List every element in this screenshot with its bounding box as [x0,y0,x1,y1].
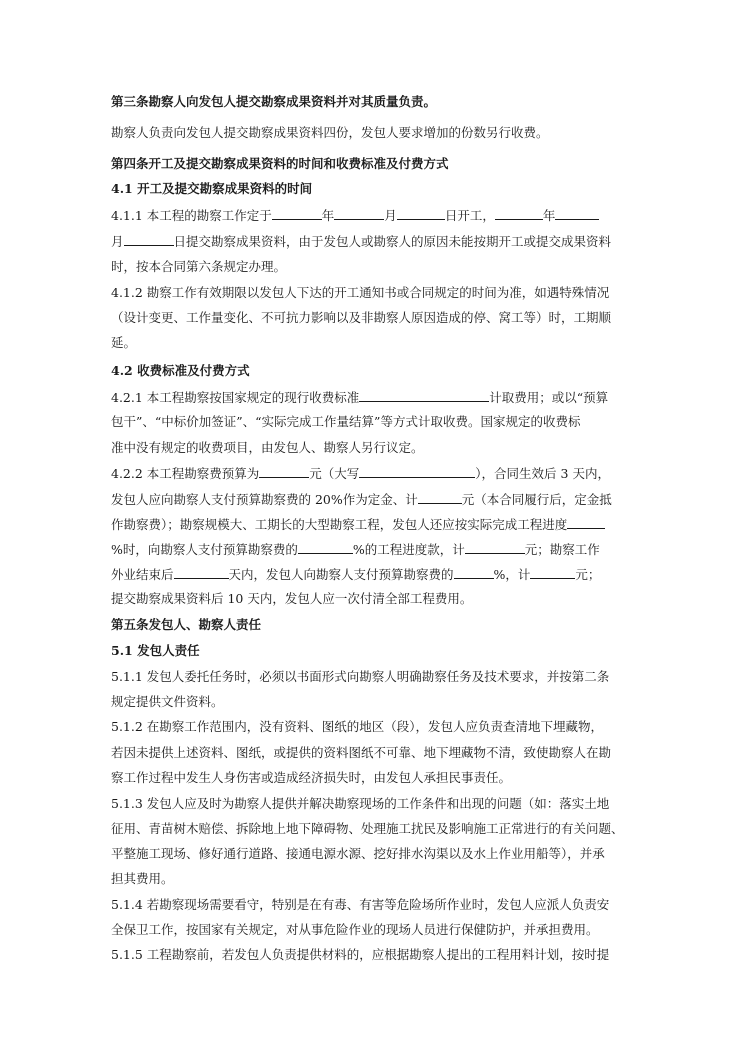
text: 日开工， [444,208,495,223]
clause-4-1-2-line-1: 4.1.2 勘察工作有效期限以发包人下达的开工通知书或合同规定的时间为准，如遇特殊情况 [111,285,610,300]
clause-4-2-2-line-6: 提交勘察成果资料后 10 天内，发包人应一次付清全部工程费用。 [111,591,473,606]
section-4-2-heading: 4.2 收费标准及付费方式 [111,363,250,378]
text: 元；勘察工作 [524,542,600,557]
article-3-body: 勘察人负责向发包人提交勘察成果资料四份，发包人要求增加的份数另行收费。 [111,125,549,140]
text: 年 [321,208,335,223]
text: 4.2.2 本工程勘察费预算为 [111,466,260,481]
blank-field [334,207,384,220]
text: 4.2.1 本工程勘察按国家规定的现行收费标准 [111,390,360,405]
clause-5-1-2-line-2: 若因未提供上述资料、图纸，或提供的资料图纸不可靠、地下埋藏物不清，致使勘察人在勘 [111,745,612,760]
text: 日提交勘察成果资料，由于发包人或勘察人的原因未能按期开工或提交成果资料 [173,234,612,249]
clause-4-2-2-line-4 [111,541,637,558]
article-3-heading: 第三条勘察人向发包人提交勘察成果资料并对其质量负责。 [111,94,437,109]
blank-field [174,566,229,579]
clause-4-1-2-line-2: （设计变更、工作量变化、不可抗力影响以及非勘察人原因造成的停、窝工等）时，工期顺 [111,310,612,325]
blank-field [124,233,174,246]
blank-field [567,516,605,529]
clause-5-1-1-line-1: 5.1.1 发包人委托任务时，必须以书面形式向勘察人明确勘察任务及技术要求，并按第二条 [111,669,610,684]
clause-5-1-2-line-1: 5.1.2 在勘察工作范围内，没有资料、图纸的地区（段），发包人应负责查清地下埋藏物， [111,719,604,734]
blank-field [418,491,462,504]
clause-5-1-3-line-4: 担其费用。 [111,871,174,886]
text: 发包人应向勘察人支付预算勘察费的 20%作为定金、计 [111,492,418,507]
text: 年 [542,208,556,223]
clause-4-1-1-line-3: 时，按本合同第六条规定办理。 [111,259,287,274]
clause-4-2-1-line-3: 准中没有规定的收费项目，由发包人、勘察人另行议定。 [111,440,424,455]
clause-4-2-1-line-2: 包干”、“中标价加签证”、“实际完成工作量结算”等方式计取收费。国家规定的收费标 [111,414,581,429]
clause-4-1-2-line-3: 延。 [111,335,137,350]
blank-field [298,541,353,554]
clause-5-1-3-line-1: 5.1.3 发包人应及时为勘察人提供并解决勘察现场的工作条件和出现的问题（如：落实土地 [111,796,610,811]
text: 元（大写 [309,466,360,481]
clause-5-1-3-line-2: 征用、青苗树木赔偿、拆除地上地下障碍物、处理施工扰民及影响施工正常进行的有关问题、 [111,821,624,836]
clause-5-1-2-line-3: 察工作过程中发生人身伤害或造成经济损失时，由发包人承担民事责任。 [111,770,512,785]
blank-field [555,207,599,220]
clause-4-2-2-line-3 [111,516,637,533]
clause-4-2-2-line-5 [111,566,637,583]
section-4-1-heading: 4.1 开工及提交勘察成果资料的时间 [111,181,313,196]
text: 元； [575,567,601,582]
text: 4.1.1 本工程的勘察工作定于 [111,208,272,223]
clause-5-1-1-line-2: 规定提供文件资料。 [111,694,224,709]
clause-5-1-3-line-3: 平整施工现场、修好通行道路、接通电源水源、挖好排水沟渠以及水上作业用船等），并承 [111,846,605,861]
text: 月 [384,208,397,223]
clause-4-2-2-line-2 [111,491,637,508]
text: 月 [111,234,124,249]
clause-4-2-1-line-1 [111,389,637,406]
blank-field [259,465,309,478]
text: %，计 [493,567,531,582]
blank-field [454,566,494,579]
text: 天内，发包人向勘察人支付预算勘察费的 [228,567,454,582]
clause-5-1-5-line-1: 5.1.5 工程勘察前，若发包人负责提供材料的，应根据勘察人提出的工程用料计划，按时提 [111,947,610,962]
text: 作勘察费）；勘察规模大、工期长的大型勘察工程，发包人还应按实际完成工程进度 [111,517,568,532]
blank-field [495,207,543,220]
blank-field [465,541,525,554]
clause-4-2-2-line-1 [111,465,637,482]
text: 元（本合同履行后，定金抵 [461,492,612,507]
clause-5-1-4-line-1: 5.1.4 若勘察现场需要看守，特别是在有毒、有害等危险场所作业时，发包人应派人负责安 [111,897,610,912]
clause-4-1-1-line-2 [111,233,637,250]
text: 外业结束后 [111,567,174,582]
text: ），合同生效后 3 天内， [475,466,610,481]
article-4-heading: 第四条开工及提交勘察成果资料的时间和收费标准及付费方式 [111,156,449,171]
blank-field [359,389,489,402]
article-5-heading: 第五条发包人、勘察人责任 [111,617,262,632]
clause-4-1-1-line-1 [111,207,637,224]
blank-field [530,566,575,579]
section-5-1-heading: 5.1 发包人责任 [111,643,200,658]
blank-field [272,207,322,220]
blank-field [397,207,445,220]
blank-field [359,465,475,478]
clause-5-1-4-line-2: 全保卫工作，按国家有关规定，对从事危险作业的现场人员进行保健防护，并承担费用。 [111,922,599,937]
text: %的工程进度款，计 [352,542,465,557]
text: 计取费用；或以“预算 [489,390,609,405]
text: %时，向勘察人支付预算勘察费的 [111,542,298,557]
